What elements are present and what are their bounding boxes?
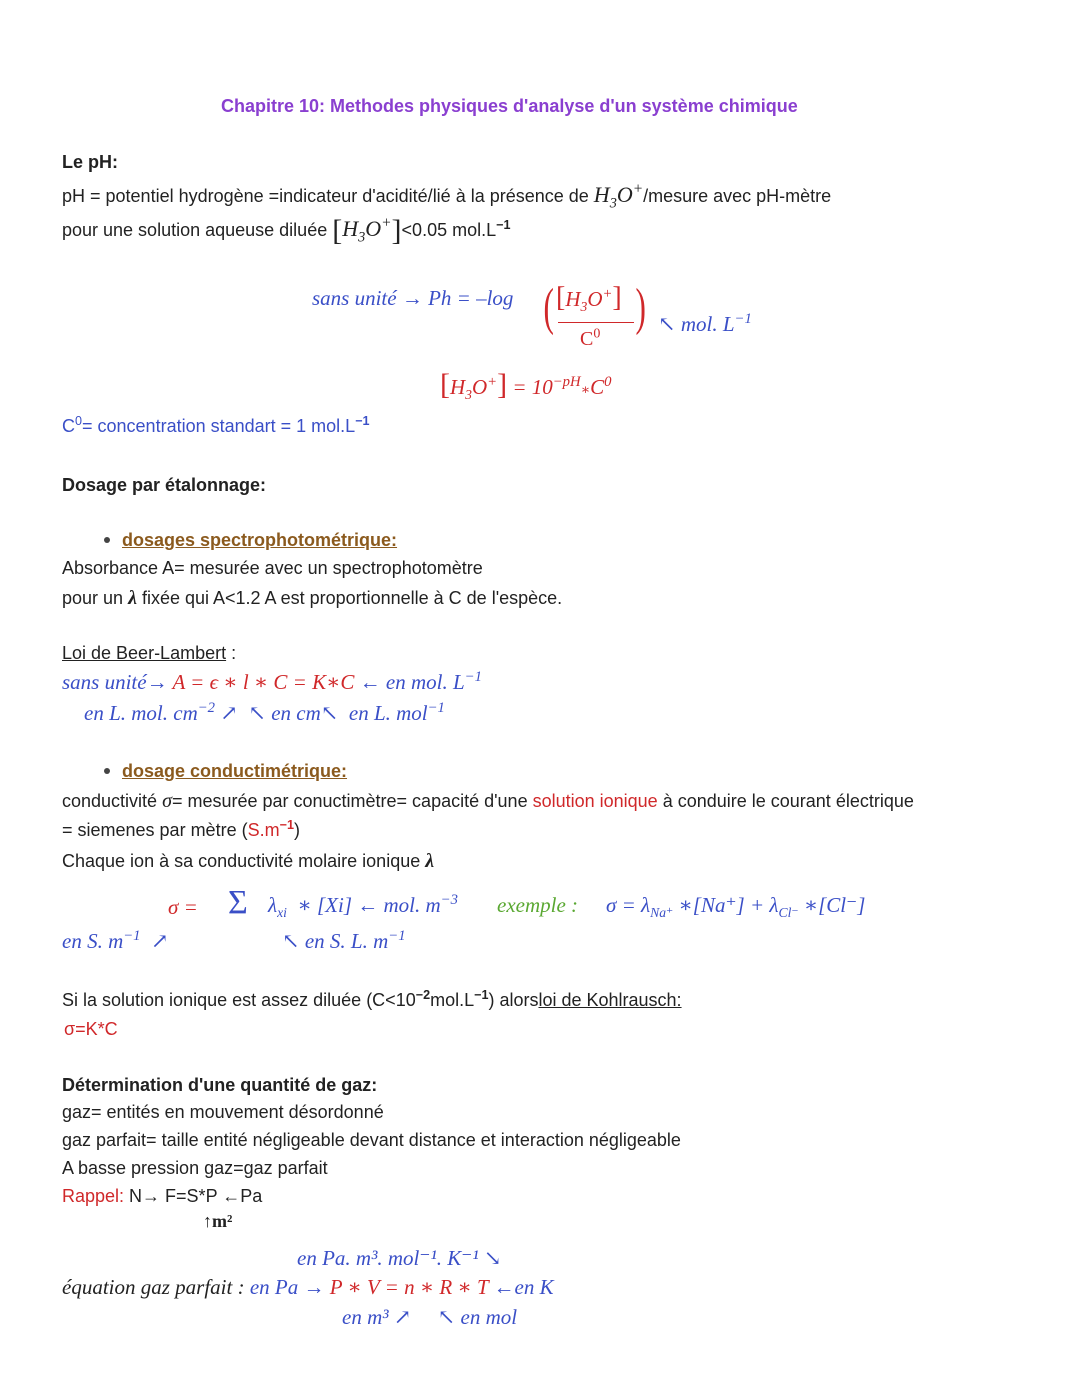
ph-line-2: pour une solution aqueuse diluée $[H_3O^+]<0.05$ $mol.L^{-1}$ [62,214,511,247]
gaz-line-3: A basse pression gaz=gaz parfait [62,1158,328,1178]
gaz-line-1: gaz= entités en mouvement désordonné [62,1102,384,1122]
beer-formula-2: en L. mol. $cm^{-2}$ ↗ ↖ en cm↖ en L. mol$^{-1}$ [84,700,445,725]
cond-formula-sum: Σ [228,884,248,921]
cond-formula-body: $\lambda_{xi}$ ∗ [Xi] ← mol. $m^{-3}$ [268,892,458,921]
ph-formula-unit: ↖ mol. $L^{-1}$ [658,311,752,336]
ph-formula: sans unité → Ph = –log [312,286,514,310]
bullet-icon [104,768,110,774]
beer-formula-1: sans unité→ A = ϵ ∗ l ∗ C = K∗C ← en mol. $L^{-1}$ [62,669,482,694]
cond-line-3: Chaque ion à sa conductivité molaire ionique λ [62,850,435,872]
gaz-eq: équation gaz parfait : en Pa → P ∗ V = n ∗ R ∗ T ←en K [62,1275,554,1299]
kohlrausch-formula: σ=K*C [64,1019,118,1039]
etalonnage-heading: Dosage par étalonnage: [62,475,267,495]
rappel-line: Rappel: N→ F=S*P ←Pa [62,1186,263,1206]
cond-formula-unit-right: ↖ en S. L. $m^{-1}$ [282,928,406,953]
kohlrausch-line: Si la solution ionique est assez diluée $(C<10^{-2}mol.L^{-1})$ alorsloi de Kohlrausch: [62,988,682,1010]
ph-line-1: pH = potentiel hydrogène =indicateur d'acidité/lié à la présence de $H_3O^+$/mesure avec pH-mètre [62,180,832,212]
cond-formula-example-eq: $\sigma = \lambda_{Na^+}$ ∗[Na⁺] + $\lambda_{Cl^-}$ ∗[Cl⁻] [606,893,866,921]
cond-formula-example: exemple : [497,893,579,917]
bullet-icon [104,537,110,543]
beer-title: Loi de Beer-Lambert : [62,643,237,663]
gaz-eq-top: en Pa. m³. mol⁻¹. K⁻¹ ↘ [297,1246,502,1270]
cond-formula-unit-left: en S. $m^{-1}$ ↗ [62,928,169,953]
cond-formula-sigma: σ = [168,895,198,919]
cond-title[interactable]: dosage conductimétrique: [122,761,348,781]
gaz-heading: Détermination d'une quantité de gaz: [62,1075,378,1095]
gaz-line-2: gaz parfait= taille entité négligeable devant distance et interaction négligeable [62,1130,681,1150]
spectro-title[interactable]: dosages spectrophotométrique: [122,530,398,550]
gaz-eq-bottom: en m³ ↗ ↖ en mol [342,1305,518,1329]
spectro-line-1: Absorbance A= mesurée avec un spectrophotomètre [62,558,483,578]
cond-line-1: conductivité σ= mesurée par conuctimètre= capacité d'une solution ionique à conduire le courant électrique [62,790,914,812]
cond-line-2: = siemenes par mètre $(S.m^{-1})$ [62,818,300,840]
ph-formula-2: $[H_3O^+]$ = $10^{-pH}∗C^0$ [440,368,612,403]
spectro-line-2: pour un λ fixée qui A<1.2 A est proportionnelle à C de l'espèce. [62,587,563,609]
rappel-unit: ↑m² [203,1211,233,1231]
ph-heading: Le pH: [62,152,118,172]
page-title: Chapitre 10: Methodes physiques d'analyse d'un système chimique [221,96,798,116]
c0-definition: $C^0=$ concentration standart = 1 $mol.L^{-1}$ [62,414,370,436]
